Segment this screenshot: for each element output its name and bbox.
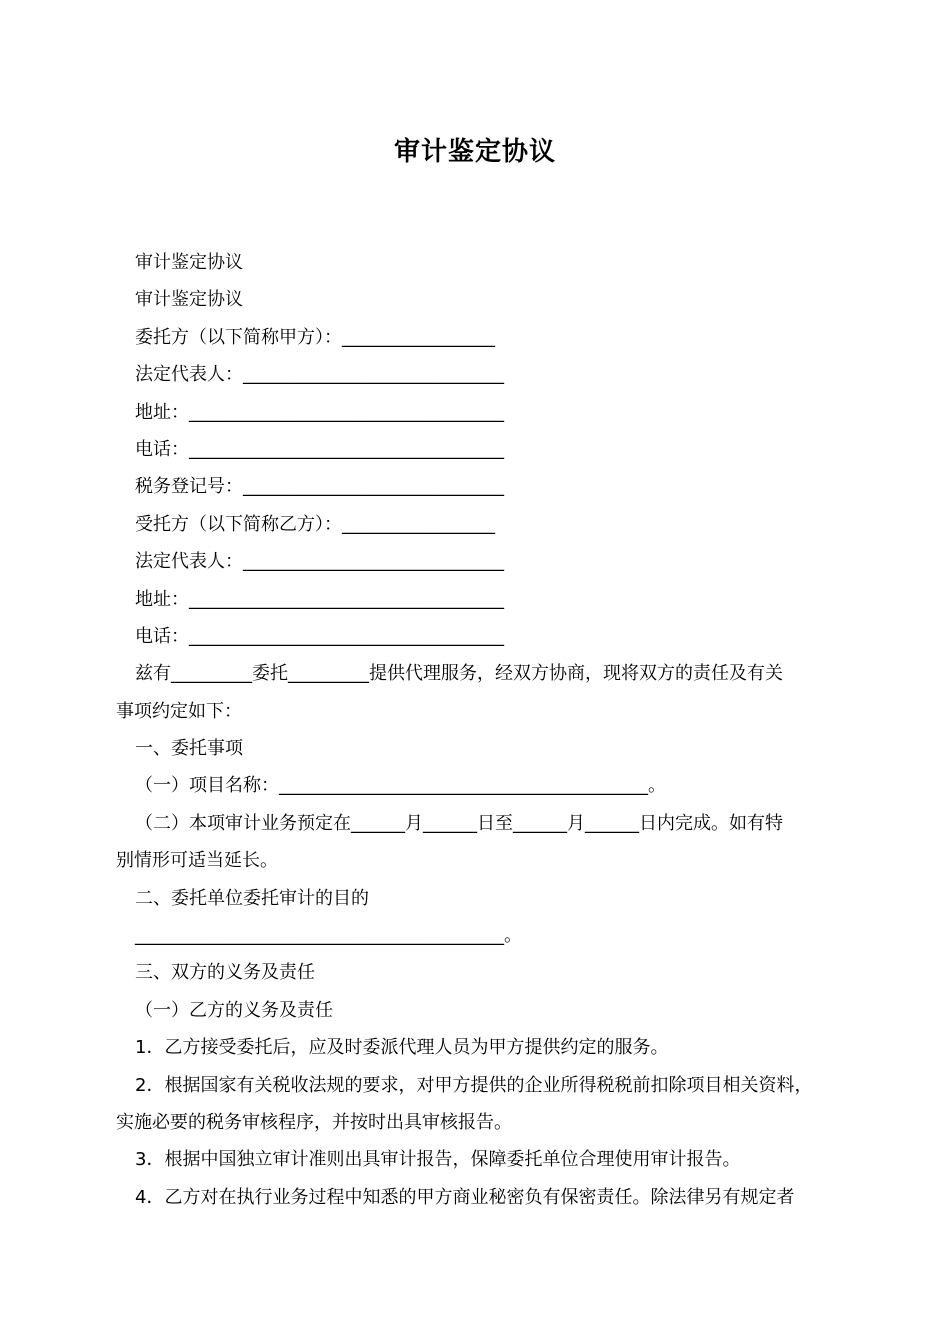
agent-phone-field: 电话：___________________________________ [135,625,504,647]
paragraph-line: 3．根据中国独立审计准则出具审计报告，保障委托单位合理使用审计报告。 [135,1149,741,1171]
paragraph-line: 实施必要的税务审核程序，并按时出具审核报告。 [116,1111,512,1133]
agent-address-field: 地址：___________________________________ [135,588,504,610]
client-phone-field: 电话：___________________________________ [135,438,504,460]
section-heading: 一、委托事项 [135,738,243,760]
paragraph-line: 别情形可适当延长。 [116,850,278,872]
paragraph-line: 审计鉴定协议 [135,252,243,273]
paragraph-line: （一）项目名称：_________________________________________。 [135,775,666,797]
paragraph-line: 兹有_________委托_________提供代理服务，经双方协商，现将双方的责任及有关 [135,663,783,685]
paragraph-line: 4．乙方对在执行业务过程中知悉的甲方商业秘密负有保密责任。除法律另有规定者 [135,1186,795,1208]
subsection-heading: （一）乙方的义务及责任 [135,999,333,1021]
paragraph-line: 事项约定如下： [116,700,242,722]
section-heading: 三、双方的义务及责任 [135,962,315,984]
paragraph-line: 1．乙方接受委托后，应及时委派代理人员为甲方提供约定的服务。 [135,1037,669,1059]
client-tax-id-field: 税务登记号：_____________________________ [135,476,504,498]
paragraph-line: （二）本项审计业务预定在______月______日至______月______日内完成。如有特 [135,812,783,834]
document-title: 审计鉴定协议 [393,137,556,167]
paragraph-line: 审计鉴定协议 [135,289,243,311]
paragraph-line: 2．根据国家有关税收法规的要求，对甲方提供的企业所得税税前扣除项目相关资料， [135,1074,813,1096]
agent-legal-rep-field: 法定代表人：_____________________________ [135,551,504,573]
client-legal-rep-field: 法定代表人：_____________________________ [135,364,504,386]
client-address-field: 地址：___________________________________ [135,401,504,423]
section-heading: 二、委托单位委托审计的目的 [135,887,369,909]
paragraph-line: _________________________________________。 [135,925,522,947]
document-body [116,244,838,1216]
agent-name-field: 受托方（以下简称乙方）：_________________ [135,513,495,535]
client-name-field: 委托方（以下简称甲方）：_________________ [135,326,495,348]
